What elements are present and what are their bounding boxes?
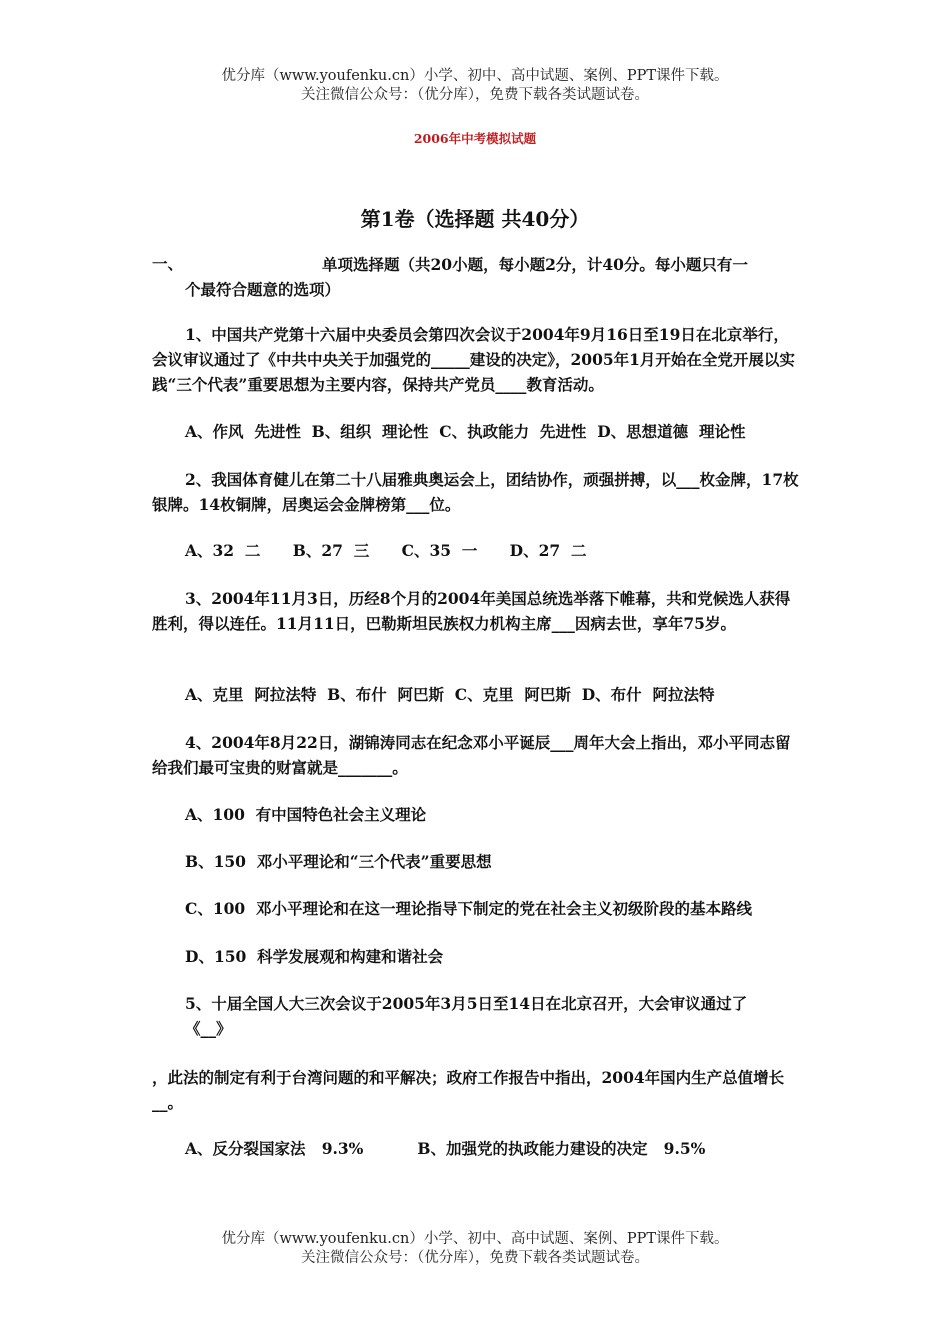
- footer-line-1: 优分库（www.youfenku.cn）小学、初中、高中试题、案例、PPT课件下载。: [221, 1231, 729, 1247]
- question-1-stem: 1、中国共产党第十六届中央委员会第四次会议于2004年9月16日至19日在北京举行，会议审议通过了《中共中央关于加强党的_____建设的决定》，2005年1月开始在全党开展以实践“三个代表”重要思想为主要内容，保持共产党员____教育活动。: [152, 325, 795, 394]
- question-4-option-c: C、100 邓小平理论和在这一理论指导下制定的党在社会主义初级阶段的基本路线: [185, 899, 752, 918]
- question-4-option-b: B、150 邓小平理论和“三个代表”重要思想: [185, 852, 492, 871]
- question-1-options: A、作风 先进性 B、组织 理论性 C、执政能力 先进性 D、思想道德 理论性: [185, 422, 746, 441]
- question-4-option-d: D、150 科学发展观和构建和谐社会: [185, 947, 444, 966]
- question-5-options: A、反分裂国家法 9.3% B、加强党的执政能力建设的决定 9.5%: [185, 1139, 706, 1158]
- header-line-1: 优分库（www.youfenku.cn）小学、初中、高中试题、案例、PPT课件下载。: [221, 68, 729, 84]
- question-3-stem: 3、2004年11月3日，历经8个月的2004年美国总统选举落下帷幕，共和党候选人获得胜利，得以连任。11月11日，巴勒斯坦民族权力机构主席___因病去世，享年75岁。: [152, 589, 791, 633]
- page-header: [0, 67, 950, 105]
- question-5-stem-continued: ，此法的制定有利于台湾问题的和平解决；政府工作报告中指出，2004年国内生产总值增长__。: [152, 1068, 785, 1112]
- question-2-stem: 2、我国体育健儿在第二十八届雅典奥运会上，团结协作，顽强拼搏，以___枚金牌，17枚银牌。14枚铜牌，居奥运会金牌榜第___位。: [152, 470, 799, 514]
- section-number: 一、: [152, 254, 184, 273]
- question-5-stem-line-2: 《__》: [185, 1019, 232, 1038]
- document-tag: 2006年中考模拟试题: [413, 131, 537, 146]
- page-footer: [0, 1230, 950, 1268]
- section-heading: 单项选择题（共20小题，每小题2分，计40分。每小题只有一: [322, 255, 748, 274]
- footer-line-2: 关注微信公众号：（优分库），免费下载各类试题试卷。: [301, 1250, 649, 1266]
- question-4-stem: 4、2004年8月22日，湖锦涛同志在纪念邓小平诞辰___周年大会上指出，邓小平同志留给我们最可宝贵的财富就是_______。: [152, 733, 791, 777]
- question-3-options: A、克里 阿拉法特 B、布什 阿巴斯 C、克里 阿巴斯 D、布什 阿拉法特: [185, 685, 715, 704]
- volume-title: 第1卷（选择题 共40分）: [360, 207, 590, 231]
- question-5-stem-line-1: 5、十届全国人大三次会议于2005年3月5日至14日在北京召开，大会审议通过了: [185, 994, 748, 1013]
- section-heading-continued: 个最符合题意的选项）: [185, 280, 341, 299]
- question-2-options: A、32 二 B、27 三 C、35 一 D、27 二: [185, 541, 587, 560]
- header-line-2: 关注微信公众号：（优分库），免费下载各类试题试卷。: [301, 87, 649, 103]
- question-4-option-a: A、100 有中国特色社会主义理论: [185, 805, 427, 824]
